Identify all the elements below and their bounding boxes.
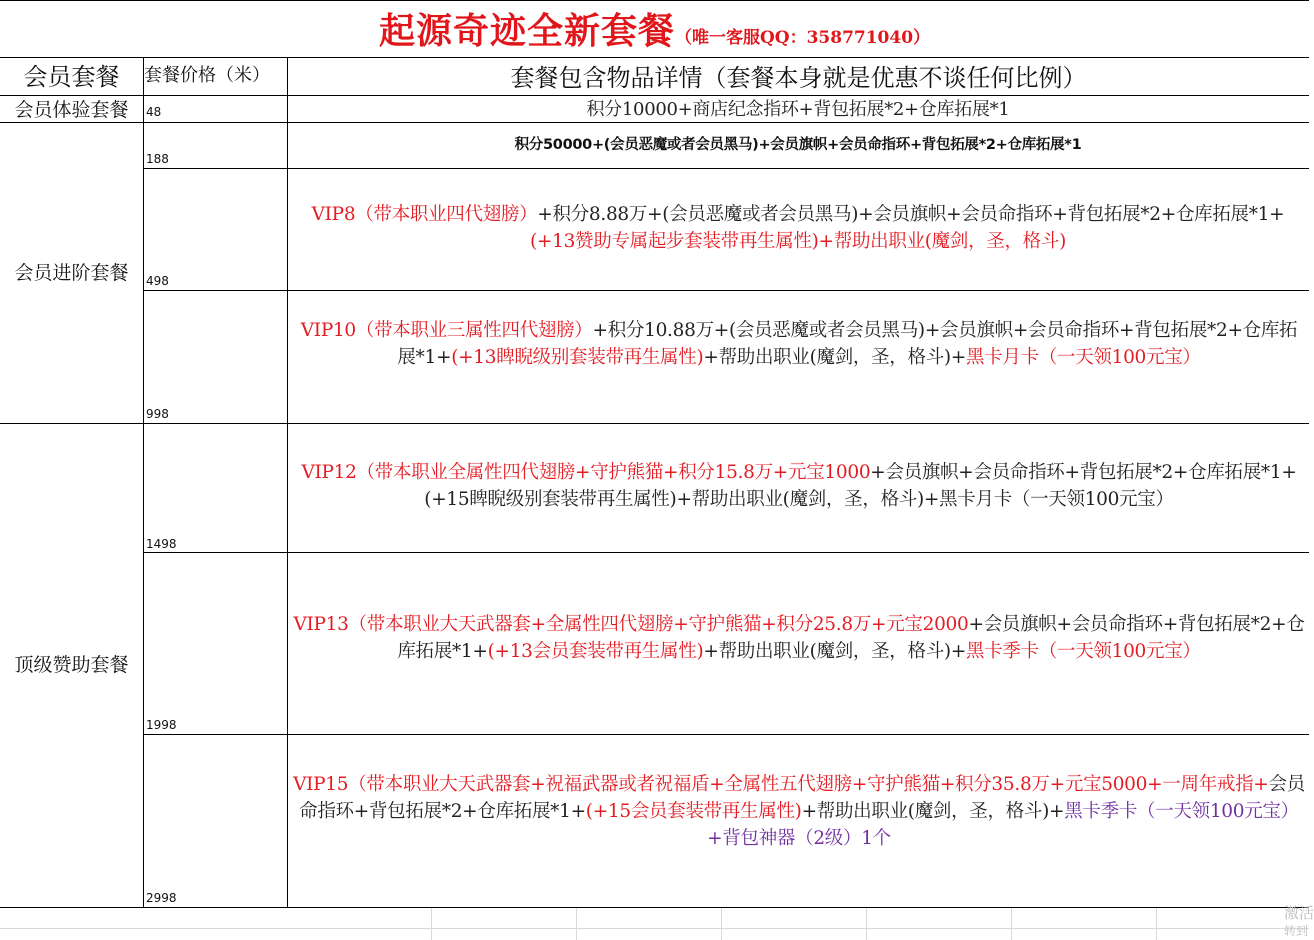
detail-text-highlight: 黑卡季卡（一天领100元宝）+背包神器（2级）1个 (707, 800, 1299, 849)
detail-cell-1498 (292, 424, 1306, 552)
detail-text: +帮助出职业(魔剑，圣，格斗)+ (703, 640, 967, 662)
detail-cell-998 (292, 291, 1306, 423)
border (143, 57, 144, 908)
gridline (431, 908, 432, 940)
gridline (576, 908, 577, 940)
detail-text: +帮助出职业(魔剑，圣，格斗)+ (801, 800, 1065, 822)
detail-text-highlight: 黑卡月卡（一天领100元宝） (966, 347, 1201, 368)
detail-text: 会员命指环+背包拓展*2+仓库拓展*1+ (299, 773, 1305, 822)
gridline (721, 908, 722, 940)
detail-text-highlight: (+13会员套装带再生属性) (487, 640, 704, 662)
detail-cell-48 (290, 96, 1306, 122)
price-cell: 998 (146, 407, 169, 421)
gridline (866, 908, 867, 940)
tier-trial: 会员体验套餐 (14, 99, 129, 121)
price-cell: 1998 (146, 718, 177, 732)
tier-top-sponsor: 顶级赞助套餐 (14, 654, 129, 676)
detail-text: +积分10.88万+(会员恶魔或者会员黑马)+会员旗帜+会员命指环+背包拓展*2+仓库拓展*1+ (397, 320, 1298, 368)
watermark-line: 激活 (1284, 904, 1314, 922)
header-membership-package: 会员套餐 (23, 63, 120, 91)
gridline (1156, 908, 1157, 940)
detail-text: 积分10000+商店纪念指环+背包拓展*2+仓库拓展*1 (586, 98, 1010, 120)
detail-text: +帮助出职业(魔剑，圣，格斗)+ (703, 347, 967, 368)
detail-text: +会员旗帜+会员命指环+背包拓展*2+仓库拓展*1+ (397, 613, 1305, 662)
detail-text-vip: VIP12（带本职业全属性四代翅膀+守护熊猫+积分15.8万+元宝1000 (301, 462, 871, 483)
detail-text-highlight: 黑卡季卡（一天领100元宝） (966, 640, 1201, 662)
activation-watermark (1284, 902, 1314, 940)
header-details: 套餐包含物品详情（套餐本身就是优惠不谈任何比例） (510, 64, 1087, 92)
watermark-line: 转到 (1284, 924, 1309, 938)
detail-text-highlight: (+13赞助专属起步套装带再生属性)+帮助出职业(魔剑，圣，格斗) (529, 230, 1066, 252)
page-title: 起源奇迹全新套餐 (378, 10, 675, 52)
contact-qq: （唯一客服QQ：358771040） (674, 28, 931, 48)
gridline (1011, 908, 1012, 940)
price-cell: 2998 (146, 891, 177, 905)
detail-text-highlight: (+13睥睨级别套装带再生属性) (451, 347, 704, 368)
detail-text: +会员旗帜+会员命指环+背包拓展*2+仓库拓展*1+(+15睥睨级别套装带再生属性)+帮助出职业(魔剑，圣，格斗)+黑卡月卡（一天领100元宝） (424, 462, 1297, 510)
detail-cell-498 (292, 169, 1304, 290)
detail-text: 积分50000+(会员恶魔或者会员黑马)+会员旗帜+会员命指环+背包拓展*2+仓库拓展*1 (514, 137, 1082, 153)
price-cell: 48 (146, 105, 162, 119)
header-price: 套餐价格（米） (144, 65, 270, 86)
gridline (0, 928, 1309, 929)
title-row (0, 0, 1309, 56)
price-cell: 498 (146, 274, 169, 288)
detail-cell-2998 (292, 735, 1306, 907)
tier-advanced: 会员进阶套餐 (14, 262, 129, 284)
detail-text-vip: VIP10（带本职业三属性四代翅膀） (300, 320, 593, 341)
detail-text-vip: VIP8（带本职业四代翅膀） (311, 203, 538, 225)
detail-text: +积分8.88万+(会员恶魔或者会员黑马)+会员旗帜+会员命指环+背包拓展*2+仓库拓展*1+ (537, 203, 1285, 225)
detail-text-vip: VIP13（带本职业大天武器套+全属性四代翅膀+守护熊猫+积分25.8万+元宝2000 (293, 613, 969, 635)
detail-text-highlight: (+15会员套装带再生属性) (585, 800, 802, 822)
border (287, 57, 288, 908)
price-cell: 188 (146, 152, 169, 166)
price-cell: 1498 (146, 537, 177, 551)
detail-text-vip: VIP15（带本职业大天武器套+祝福武器或者祝福盾+全属性五代翅膀+守护熊猫+积分35.8万+元宝5000+一周年戒指+ (293, 773, 1269, 795)
detail-cell-1998 (292, 553, 1306, 734)
detail-cell-188 (290, 123, 1306, 168)
border (0, 907, 1309, 908)
